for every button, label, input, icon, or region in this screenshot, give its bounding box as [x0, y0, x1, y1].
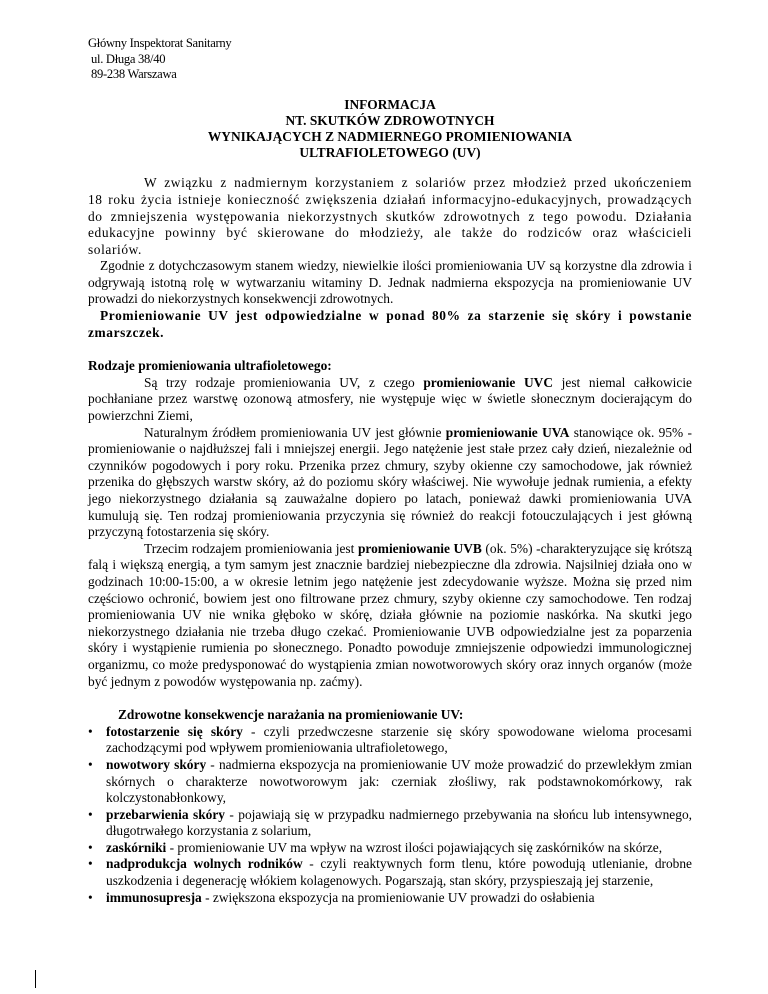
title-line-2: NT. SKUTKÓW ZDROWOTNYCH	[285, 112, 495, 128]
consequences-heading: Zdrowotne konsekwencje narażania na promieniowanie UV:	[118, 707, 464, 723]
item-term: nadprodukcja wolnych rodników	[106, 856, 303, 872]
uvc-intro: Są trzy rodzaje promieniowania UV, z czego	[144, 374, 424, 390]
uva-intro: Naturalnym źródłem promieniowania UV jest głównie	[144, 424, 446, 440]
bullet-icon: •	[88, 756, 93, 772]
item-term: zaskórniki	[106, 839, 167, 855]
item-term: immunosupresja	[106, 889, 202, 905]
item-text: - czyli reaktywnych form tlenu, które powodują utlenianie, drobne uszkodzenia i degenerację włókiem kolagenowych. Pogarszają, stan skóry, przyspieszają jej starzenie,	[106, 856, 693, 889]
uvb-intro: Trzecim rodzajem promieniowania jest	[144, 540, 358, 556]
list-item	[88, 724, 692, 757]
title-line-4: ULTRAFIOLETOWEGO (UV)	[299, 145, 481, 161]
intro-text-1: W związku z nadmiernym korzystaniem z solariów przez młodzież przed ukończeniem 18 roku życia istnieje konieczność zwiększenia działań informacyjno-edukacyjnych, prowadzących do zmniejszenia występowania niekorzystnych skutków zdrowotnych z tego powodu. Działania edukacyjne powinny być skierowane do młodzieży, ale także do rodziców oraz właścicieli solariów.	[88, 175, 692, 257]
item-term: fotostarzenie się skóry	[106, 723, 243, 739]
uva-description: stanowiące ok. 95% - promieniowanie o najdłuższej fali i mniejszej energii. Jego natężenie jest stałe przez cały dzień, niezależnie od czynników pogodowych i pory roku. Przenika przez chmury, szyby okienne czy samochodowe, jak również przenika do głębszych warstw skóry, aż do poziomu skóry właściwej. Nie wywołuje jednak rumienia, a efekty jego niekorzystnego działania są zauważalne dopiero po latach, ponieważ dawki promieniowania UVA kumulują się. Ten rodzaj promieniowania przyczynia się również do reakcji fotouczulających i jest główną przyczyną fotostarzenia się skóry.	[88, 424, 692, 540]
list-item	[88, 840, 692, 857]
title-line-1: INFORMACJA	[344, 96, 436, 112]
bullet-icon: •	[88, 723, 93, 739]
uvb-description: (ok. 5%) -charakteryzujące się krótszą falą i większą energią, a tym samym jest znacznie bardziej niebezpieczne dla zdrowia. Najsilniej działa ono w godzinach 10:00-15:00, a w okresie letnim jego natężenie jest zdecydowanie wyższe. Można się przed nim częściowo ochronić, bowiem jest ono filtrowane przez chmury, szyby okienne czy samochodowe. Ten rodzaj promieniowania UV nie wnika głęboko w skórę, działa głównie na poziomie naskórka. Na skutki jego niekorzystnego działania nie trzeba długo czekać. Promieniowanie UVB odpowiedzialne jest za poparzenia skóry i wystąpienie rumienia po słonecznego. Ponadto powoduje zmniejszenie odpowiedzi immunologicznej organizmu, co może predysponować do wystąpienia zmian nowotworowych skóry oraz innych organów (może być jednym z powodów występowania np. zaćmy).	[88, 540, 693, 689]
bullet-icon: •	[88, 806, 93, 822]
uvc-description: jest niemal całkowicie pochłaniane przez warstwę ozonową atmosfery, nie występuje więc w świetle słonecznym docierającym do powierzchni Ziemi,	[88, 374, 692, 424]
bullet-icon: •	[88, 839, 93, 855]
item-text: - nadmierna ekspozycja na promieniowanie UV może prowadzić do przewlekłym zmian skórnych o charakterze nowotworowym jak: czerniak złośliwy, rak podstawnokomórkowy, rak kolczystonabłonkowy,	[106, 756, 692, 806]
intro-paragraph-1	[88, 175, 692, 258]
item-text: - czyli przedwczesne starzenie się skóry spowodowane wieloma procesami zachodzącymi pod wpływem promieniowania ultrafioletowego,	[106, 723, 692, 756]
bold-statement-text: Promieniowanie UV jest odpowiedzialne w ponad 80% za starzenie się skóry i powstanie zmarszczek.	[88, 308, 692, 340]
types-heading: Rodzaje promieniowania ultrafioletowego:	[88, 358, 332, 374]
item-term: przebarwienia skóry	[106, 806, 225, 822]
sender-address	[88, 36, 692, 83]
item-term: nowotwory skóry	[106, 756, 207, 772]
list-item	[88, 890, 692, 907]
document-title	[88, 97, 692, 162]
bullet-icon: •	[88, 889, 93, 905]
title-line-3: WYNIKAJĄCYCH Z NADMIERNEGO PROMIENIOWANIA	[207, 128, 573, 144]
list-item	[88, 807, 692, 840]
text-cursor	[35, 970, 36, 988]
intro-paragraph-2	[88, 258, 692, 308]
document-page	[88, 36, 692, 906]
intro-text-2: Zgodnie z dotychczasowym stanem wiedzy, niewielkie ilości promieniowania UV są korzystne dla zdrowia i odgrywają istotną rolę w wytwarzaniu witaminy D. Jednak nadmierna ekspozycja na promieniowanie UV prowadzi do niekorzystnych konsekwencji zdrowotnych.	[88, 258, 692, 307]
item-text: - promieniowanie UV ma wpływ na wzrost ilości pojawiających się zaskórników na skórze,	[166, 839, 663, 855]
uva-term: promieniowanie UVA	[445, 424, 570, 440]
org-name: Główny Inspektorat Sanitarny	[88, 36, 232, 50]
uvb-paragraph	[88, 541, 692, 690]
uvb-term: promieniowanie UVB	[357, 540, 482, 556]
item-text: - pojawiają się w przypadku nadmiernego przebywania na słońcu lub intensywnego, długotrwałego korzystania z solarium,	[106, 806, 692, 839]
bullet-icon: •	[88, 856, 93, 872]
intro-bold-statement	[88, 308, 692, 341]
uvc-term: promieniowanie UVC	[423, 374, 553, 390]
list-item	[88, 856, 692, 889]
uva-paragraph	[88, 425, 692, 541]
street-address: ul. Długa 38/40	[91, 51, 166, 66]
uvc-paragraph	[88, 375, 692, 425]
consequences-list	[88, 724, 692, 907]
postal-city: 89-238 Warszawa	[91, 67, 177, 81]
list-item	[88, 757, 692, 807]
item-text: - zwiększona ekspozycja na promieniowanie UV prowadzi do osłabienia	[201, 889, 595, 905]
